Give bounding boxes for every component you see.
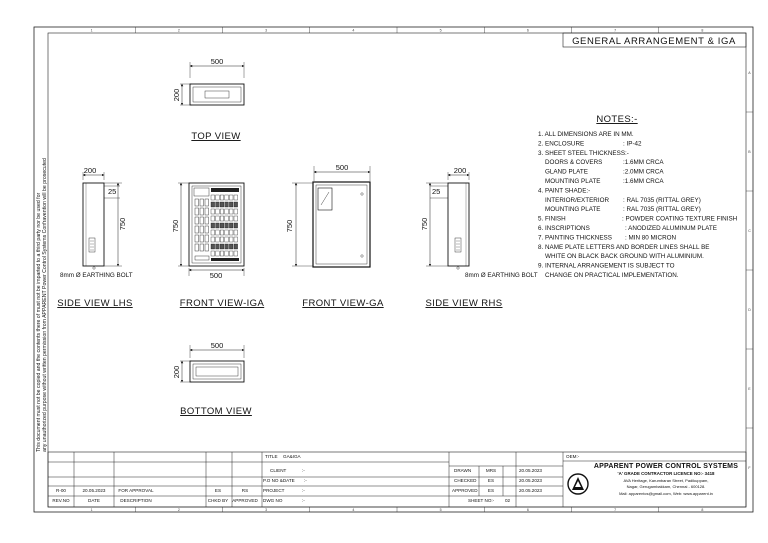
note-value-10: : POWDER COATING TEXTURE FINISH	[622, 215, 738, 223]
top-view	[172, 57, 244, 142]
approved-by: ES	[487, 488, 495, 493]
sheet-inner-border	[48, 33, 746, 507]
po-value: :-	[304, 478, 307, 483]
checked-label: CHECKED	[454, 478, 477, 483]
iga-height-dim: 750	[171, 219, 180, 233]
bottom-view	[172, 341, 252, 417]
front-view-iga	[171, 183, 264, 309]
company-contact: Mail: apparentcs@gmail.com, Web: www.apparent.in	[619, 491, 713, 496]
grid-row-label-B: B	[748, 150, 751, 154]
sheet-no-label: SHEET NO:-	[468, 498, 495, 503]
note-line-16: CHANGE ON PRACTICAL IMPLEMENTATION.	[545, 272, 679, 279]
side-view-rhs-label: SIDE VIEW RHS	[425, 298, 503, 309]
grid-row-label-F: F	[748, 466, 751, 470]
title-block	[48, 452, 746, 507]
note-value-12: : MIN 80 MICRON	[625, 234, 677, 242]
front-view-iga-label: FRONT VIEW-IGA	[179, 298, 265, 309]
bottom-width-dim: 500	[210, 341, 224, 350]
company-address-1: AVA Heritage, Karumbaran Street, Padikuppam,	[623, 478, 709, 483]
drawn-date: 20.05.2023	[519, 468, 542, 473]
rev-header-approved: APPROVED	[232, 498, 258, 503]
note-line-14: WHITE ON BLACK BACK GROUND WITH ALUMINIUM.	[545, 253, 704, 261]
bottom-view-label: BOTTOM VIEW	[180, 406, 252, 417]
grid-row-label-E: E	[748, 387, 751, 391]
grid-row-label-C: C	[748, 229, 751, 233]
rev-no: R-00	[56, 488, 66, 493]
note-line-15: 9. INTERNAL ARRANGEMENT IS SUBJECT TO	[538, 262, 675, 270]
top-width-dim: 500	[210, 57, 224, 66]
drawn-by: MRS	[485, 468, 497, 473]
iga-right-components	[211, 195, 239, 261]
grid-col-label-bottom-1: 1	[90, 508, 93, 512]
note-value-2: : IP-42	[623, 140, 642, 148]
side-view-lhs-label: SIDE VIEW LHS	[57, 298, 133, 309]
side-view-lhs	[57, 166, 132, 309]
note-value-6: :1.6MM CRCA	[623, 178, 664, 185]
checked-date: 20.05.2023	[519, 478, 542, 483]
rhs-earthing-note: 8mm Ø EARTHING BOLT	[465, 272, 538, 279]
rhs-depth-dim: 200	[453, 166, 467, 175]
title-label: TITLE	[265, 454, 278, 459]
front-view-ga	[285, 163, 384, 309]
rhs-height-dim: 750	[420, 217, 429, 231]
approved-date: 20.05.2023	[519, 488, 542, 493]
note-line-11: 6. INSCRIPTIONS	[538, 225, 590, 232]
note-line-1: 1. ALL DIMENSIONS ARE IN MM.	[538, 131, 634, 138]
note-line-5: GLAND PLATE	[545, 168, 588, 176]
note-line-3: 3. SHEET STEEL THICKNESS:-	[538, 149, 629, 157]
grid-col-label-top-1: 1	[90, 28, 93, 33]
dwg-label: DWG NO	[263, 498, 283, 503]
notes-block	[538, 114, 738, 279]
title-value: GA&IGA	[283, 454, 301, 459]
disclaimer-line-1: This document must not be copied and the contents there of must not be imparted to a third party nor be used for	[36, 192, 42, 452]
top-view-label: TOP VIEW	[191, 131, 241, 142]
grid-col-label-bottom-7: 7	[614, 508, 617, 512]
bottom-depth-dim: 200	[172, 365, 181, 379]
sheet-no-value: 02	[505, 498, 511, 503]
note-value-5: :2.0MM CRCA	[623, 168, 664, 176]
rhs-offset-dim: 25	[432, 187, 441, 196]
lhs-earthing-note: 8mm Ø EARTHING BOLT	[60, 272, 133, 279]
ga-height-dim: 750	[285, 219, 294, 233]
grid-col-label-bottom-8: 8	[701, 508, 704, 512]
grid-col-label-top-6: 6	[526, 28, 529, 33]
iga-width-dim: 500	[209, 271, 223, 280]
notes-lines	[538, 131, 738, 279]
grid-col-label-top-7: 7	[614, 28, 617, 33]
note-line-13: 8. NAME PLATE LETTERS AND BORDER LINES SHALL BE	[538, 243, 710, 251]
rev-description: FOR APPROVAL	[118, 488, 154, 493]
top-depth-dim: 200	[172, 88, 181, 102]
sheet-title: GENERAL ARRANGEMENT & IGA	[572, 36, 736, 47]
note-value-4: :1.6MM CRCA	[623, 159, 664, 167]
note-value-9: : RAL 7035 (RITTAL GREY)	[623, 206, 701, 214]
rev-header-description: DESCRIPTION	[120, 498, 152, 503]
rev-checked: ES	[214, 488, 222, 493]
grid-col-label-top-3: 3	[265, 28, 268, 33]
rev-header-chkd: CHKD BY	[207, 498, 229, 503]
company-name: APPARENT POWER CONTROL SYSTEMS	[593, 463, 739, 470]
ga-width-dim: 500	[335, 163, 349, 172]
rev-header-revno: REV.NO	[52, 498, 70, 503]
rev-header-date: DATE	[88, 498, 100, 503]
oem-label: OEM:-	[566, 454, 580, 459]
note-line-4: DOORS & COVERS	[545, 159, 603, 167]
iga-left-components	[195, 199, 209, 260]
lhs-height-dim: 750	[118, 217, 127, 231]
note-line-9: MOUNTING PLATE	[545, 206, 601, 214]
client-label: CLIENT	[270, 468, 287, 473]
note-value-11: : ANODIZED ALUMINUM PLATE	[625, 225, 717, 232]
grid-col-label-bottom-5: 5	[439, 508, 442, 512]
note-line-7: 4. PAINT SHADE:-	[538, 187, 591, 195]
approved-label: APPROVED	[452, 488, 478, 493]
company-address-2: Nagar, Gerugambakkam, Chennai - 600128.	[626, 484, 706, 489]
client-value: :-	[302, 468, 305, 473]
grid-col-label-bottom-3: 3	[265, 508, 268, 512]
grid-col-label-bottom-6: 6	[526, 508, 529, 512]
project-value: :-	[302, 488, 305, 493]
side-view-rhs	[420, 166, 538, 309]
grid-col-label-bottom-4: 4	[352, 508, 355, 512]
rev-date: 20.05.2023	[82, 488, 106, 493]
lhs-depth-dim: 200	[83, 166, 97, 175]
grid-row-label-A: A	[748, 71, 751, 75]
grid-col-label-top-4: 4	[352, 28, 355, 33]
note-line-10: 5. FINISH	[538, 215, 566, 223]
note-line-6: MOUNTING PLATE	[545, 178, 601, 185]
grid-col-label-top-8: 8	[701, 28, 704, 33]
front-view-ga-label: FRONT VIEW-GA	[302, 298, 384, 309]
checked-by: ES	[487, 478, 495, 483]
grid-col-label-top-2: 2	[177, 28, 180, 33]
grid-col-label-bottom-2: 2	[177, 508, 180, 512]
note-line-8: INTERIOR/EXTERIOR	[545, 196, 610, 204]
notes-heading: NOTES:-	[596, 114, 638, 125]
note-value-8: : RAL 7035 (RITTAL GREY)	[623, 196, 701, 204]
drawn-label: DRAWN	[454, 468, 472, 473]
po-label: P.O NO &DATE	[263, 478, 295, 483]
note-line-12: 7. PAINTING THICKNESS	[538, 234, 612, 242]
lhs-offset-dim: 25	[108, 187, 117, 196]
grid-row-label-D: D	[748, 308, 751, 312]
disclaimer-line-2: any unauthorized purpose without written permission from APPARENT Power Control Systems Confravention will be prosecuted	[42, 158, 48, 452]
company-licence: 'A' GRADE CONTRACTOR LICENCE NO:- 3418	[617, 471, 715, 476]
dwg-value: :-	[302, 498, 305, 503]
rev-approved: RS	[241, 488, 249, 493]
grid-col-label-top-5: 5	[439, 28, 442, 33]
project-label: PROJECT	[263, 488, 285, 493]
note-line-2: 2. ENCLOSURE	[538, 140, 585, 148]
company-logo	[568, 474, 588, 494]
